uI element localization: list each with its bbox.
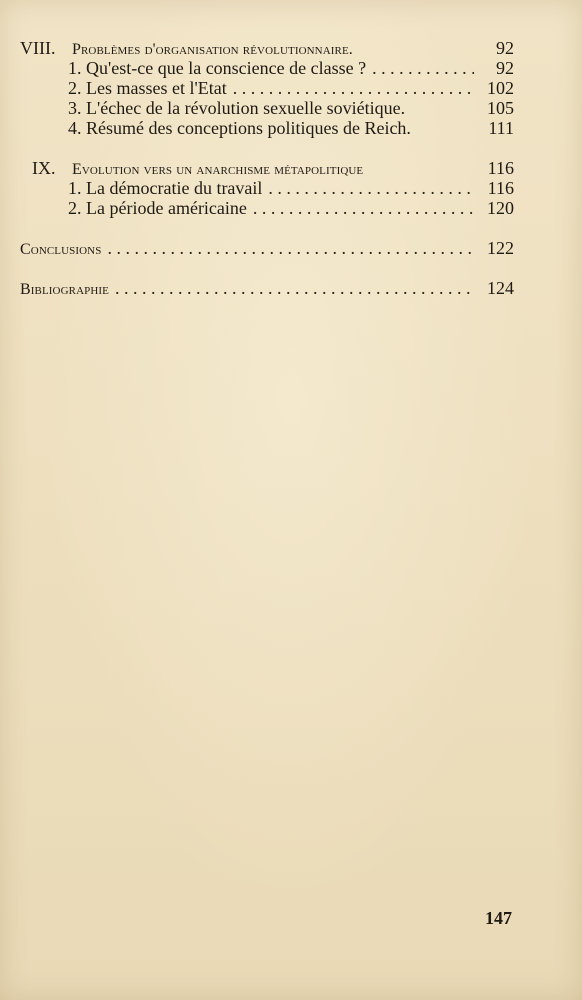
chapter-title: Problèmes d'organisation révolutionnaire. xyxy=(72,41,353,58)
bibliographie-entry xyxy=(20,278,514,298)
chapter-title: Evolution vers un anarchisme métapolitique xyxy=(72,161,364,178)
section-page: 116 xyxy=(487,178,514,198)
section-label: 1. Qu'est-ce que la conscience de classe ? xyxy=(68,58,367,78)
section-label: 3. L'échec de la révolution sexuelle soviétique. xyxy=(68,98,406,118)
section-label: 4. Résumé des conceptions politiques de Reich. xyxy=(68,118,411,138)
conclusions-label: Conclusions xyxy=(20,241,102,258)
dot-leader xyxy=(233,78,474,98)
section-page: 102 xyxy=(487,78,514,98)
chapter-number: VIII. xyxy=(20,38,56,58)
section-label: 1. La démocratie du travail xyxy=(68,178,263,198)
bibliographie-label: Bibliographie xyxy=(20,281,109,298)
chapter-viii xyxy=(20,38,514,138)
section-entry xyxy=(20,78,514,98)
dot-leader xyxy=(115,278,474,298)
section-page: 92 xyxy=(496,58,514,78)
table-of-contents xyxy=(20,38,514,298)
section-label: 2. La période américaine xyxy=(68,198,247,218)
chapter-page: 92 xyxy=(496,38,514,58)
bibliographie-page: 124 xyxy=(487,278,514,298)
dot-leader xyxy=(107,238,474,258)
dot-leader xyxy=(372,58,474,78)
conclusions-entry xyxy=(20,238,514,258)
section-page: 120 xyxy=(487,198,514,218)
dot-leader xyxy=(268,178,474,198)
page-number: 147 xyxy=(485,908,512,928)
chapter-ix xyxy=(20,158,514,218)
section-page: 111 xyxy=(488,118,514,138)
conclusions-page: 122 xyxy=(487,238,514,258)
section-entry xyxy=(20,118,514,138)
chapter-page: 116 xyxy=(487,158,514,178)
section-entry xyxy=(20,198,514,218)
chapter-heading xyxy=(20,158,514,178)
section-page: 105 xyxy=(487,98,514,118)
section-entry xyxy=(20,98,514,118)
section-label: 2. Les masses et l'Etat xyxy=(68,78,227,98)
chapter-number: IX. xyxy=(32,158,56,178)
section-entry xyxy=(20,178,514,198)
chapter-heading xyxy=(20,38,514,58)
dot-leader xyxy=(253,198,474,218)
section-entry xyxy=(20,58,514,78)
